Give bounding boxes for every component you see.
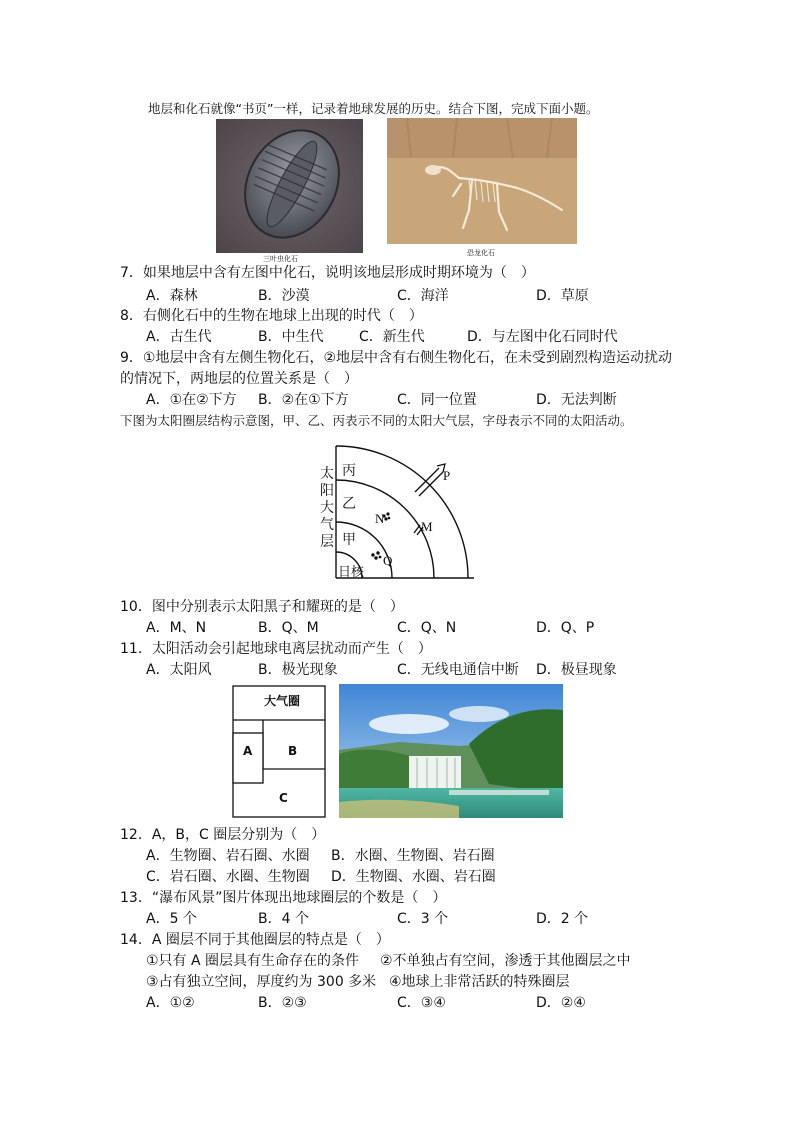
q13-stem: 13．“瀑布风景”图片体现出地球圈层的个数是（ ） xyxy=(120,890,447,906)
q11-option-a: A．太阳风 xyxy=(146,662,212,678)
label-q: Q xyxy=(383,553,393,568)
q7-stem: 7．如果地层中含有左图中化石，说明该地层形成时期环境为（ ） xyxy=(120,265,535,281)
prominence-p-arrow xyxy=(415,464,445,496)
dinosaur-caption: 恐龙化石 xyxy=(467,249,495,257)
label-p: P xyxy=(443,468,451,483)
sunspot-q-dots xyxy=(371,551,381,559)
q8-option-d: D．与左图中化石同时代 xyxy=(467,329,618,345)
q14-statement-1: ①只有 A 圈层具有生命存在的条件 xyxy=(146,953,360,969)
q10-stem: 10．图中分别表示太阳黑子和耀斑的是（ ） xyxy=(120,599,404,615)
label-m: M xyxy=(421,519,433,534)
q13-option-a: A．5 个 xyxy=(146,911,197,927)
sphere-title-atmosphere: 大气圈 xyxy=(264,694,301,708)
q9-option-b: B．②在①下方 xyxy=(258,392,349,408)
q7-option-c: C．海洋 xyxy=(397,288,449,304)
label-n: N xyxy=(375,511,385,526)
q9-stem-line2: 的情况下，两地层的位置关系是（ ） xyxy=(120,371,358,387)
q11-option-d: D．极昼现象 xyxy=(536,662,617,678)
q11-stem: 11．太阳活动会引起地球电离层扰动而产生（ ） xyxy=(120,641,432,657)
waterfall-landscape-image xyxy=(339,684,563,818)
q7-option-a: A．森林 xyxy=(146,288,198,304)
layer-jia-label: 甲 xyxy=(342,532,356,548)
q8-stem: 8．右侧化石中的生物在地球上出现的时代（ ） xyxy=(120,308,423,324)
dinosaur-fossil-image xyxy=(387,118,577,244)
q11-option-b: B．极光现象 xyxy=(258,662,338,678)
q14-option-b: B．②③ xyxy=(258,995,307,1011)
trilobite-caption: 三叶虫化石 xyxy=(263,255,298,263)
q9-stem-line1: 9．①地层中含有左侧生物化石，②地层中含有右侧生物化石，在未受到剧烈构造运动扰动 xyxy=(120,350,673,366)
q9-option-d: D．无法判断 xyxy=(536,392,617,408)
q14-statement-4: ④地球上非常活跃的特殊圈层 xyxy=(389,974,570,990)
q12-option-d: D．生物圈、水圈、岩石圈 xyxy=(331,869,496,885)
intro-text-sun: 下图为太阳圈层结构示意图，甲、乙、丙表示不同的太阳大气层，字母表示不同的太阳活动。 xyxy=(120,413,633,428)
q14-stem: 14．A 圈层不同于其他圈层的特点是（ ） xyxy=(120,932,390,948)
q9-option-a: A．①在②下方 xyxy=(146,392,237,408)
q13-option-b: B．4 个 xyxy=(258,911,309,927)
q7-option-b: B．沙漠 xyxy=(258,288,310,304)
q10-option-a: A．M、N xyxy=(146,620,207,636)
intro-text-fossils: 地层和化石就像“书页”一样，记录着地球发展的历史。结合下图，完成下面小题。 xyxy=(148,101,599,116)
q10-option-d: D．Q、P xyxy=(536,620,595,636)
trilobite-fossil-image xyxy=(216,119,363,253)
q10-option-b: B．Q、M xyxy=(258,620,319,636)
q12-option-c: C．岩石圈、水圈、生物圈 xyxy=(146,869,310,885)
q9-option-c: C．同一位置 xyxy=(397,392,477,408)
q12-option-a: A．生物圈、岩石圈、水圈 xyxy=(146,848,310,864)
q13-option-d: D．2 个 xyxy=(536,911,589,927)
sphere-label-b: B xyxy=(288,744,298,758)
q14-option-c: C．③④ xyxy=(397,995,446,1011)
q12-option-b: B．水圈、生物圈、岩石圈 xyxy=(331,848,495,864)
sphere-label-a: A xyxy=(243,744,253,758)
q13-option-c: C．3 个 xyxy=(397,911,449,927)
q8-option-c: C．新生代 xyxy=(359,329,425,345)
q7-option-d: D．草原 xyxy=(536,288,589,304)
sun-atmosphere-side-label: 太 阳 大 气 层 xyxy=(320,466,334,550)
q14-statement-2: ②不单独占有空间，渗透于其他圈层之中 xyxy=(380,953,631,969)
layer-yi-label: 乙 xyxy=(342,496,356,512)
q8-option-b: B．中生代 xyxy=(258,329,324,345)
q8-option-a: A．古生代 xyxy=(146,329,212,345)
sun-core-label: 日核 xyxy=(338,565,365,580)
q12-stem: 12．A，B，C 圈层分别为（ ） xyxy=(120,827,326,843)
q11-option-c: C．无线电通信中断 xyxy=(397,662,519,678)
q14-option-a: A．①② xyxy=(146,995,195,1011)
q14-option-d: D．②④ xyxy=(536,995,586,1011)
layer-bing-label: 丙 xyxy=(342,463,356,479)
sphere-label-c: C xyxy=(279,791,288,805)
q14-statement-3: ③占有独立空间，厚度约为 300 多米 xyxy=(146,974,377,990)
q10-option-c: C．Q、N xyxy=(397,620,457,636)
